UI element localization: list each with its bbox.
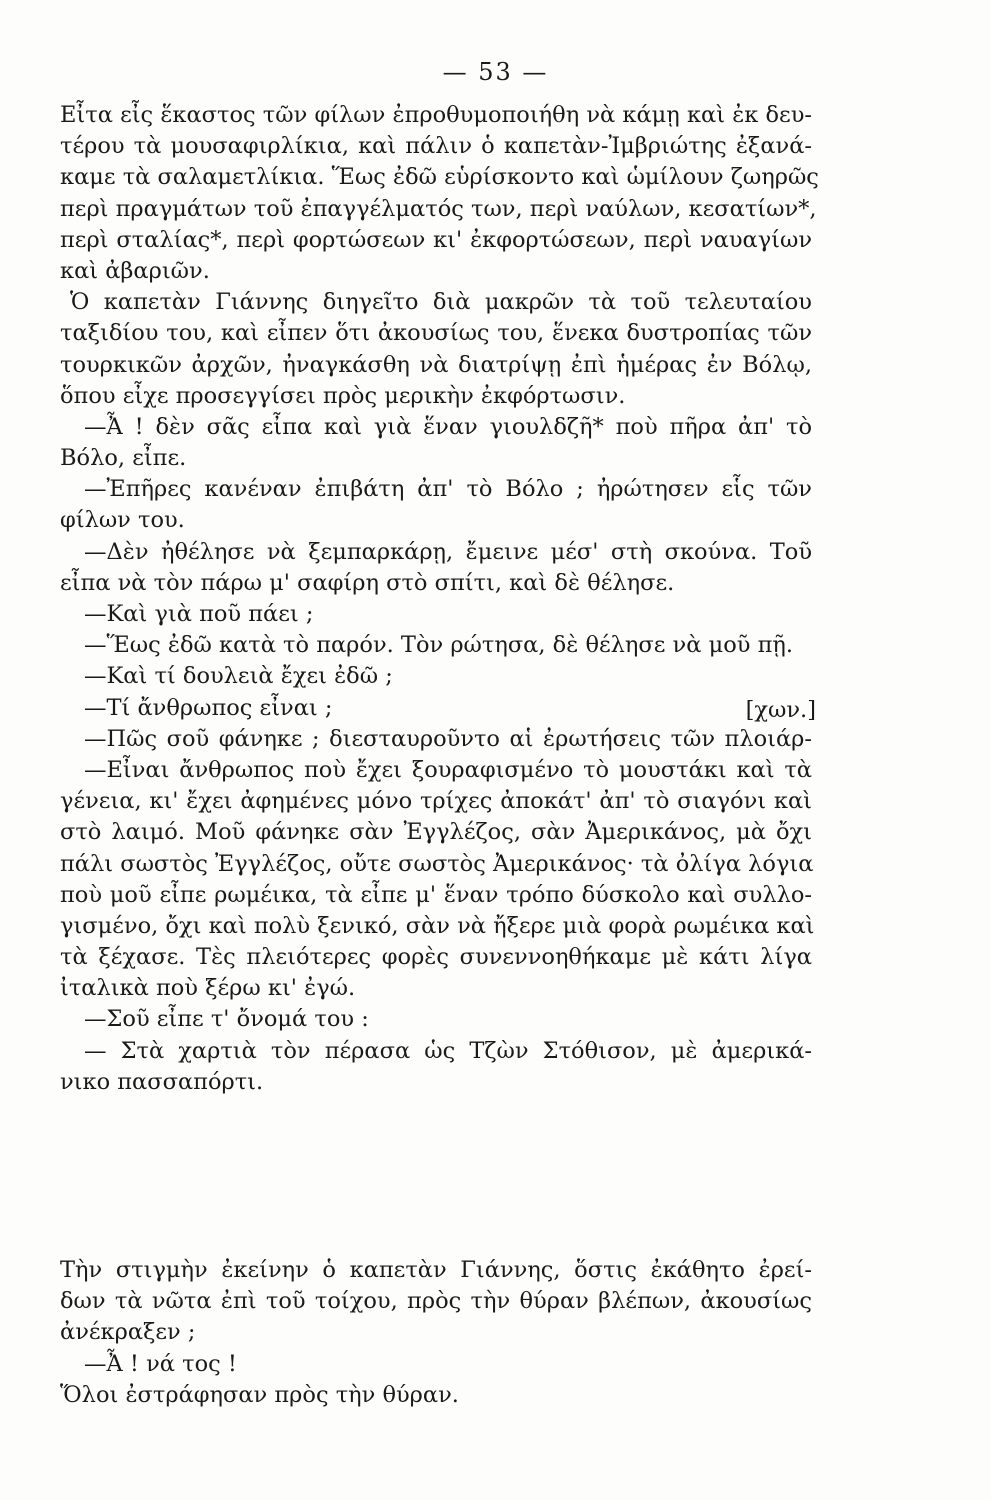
text-line: Βόλο, εἶπε. — [60, 445, 187, 472]
text-line: δων τὰ νῶτα ἐπὶ τοῦ τοίχου, πρὸς τὴν θύραν βλέπων, ἀκουσίως — [60, 1288, 812, 1315]
text-line: φίλων του. — [60, 507, 185, 534]
text-line: ταξιδίου του, καὶ εἶπεν ὅτι ἀκουσίως του, ἕνεκα δυστροπίας τῶν — [60, 320, 812, 347]
dialog-line: —Ἐπῆρες κανέναν ἐπιβάτη ἀπ' τὸ Βόλο ; ἠρώτησεν εἷς τῶν — [84, 476, 812, 503]
dialog-line: —Καὶ γιὰ ποῦ πάει ; — [84, 601, 314, 627]
text-line: στὸ λαιμό. Μοῦ φάνηκε σὰν Ἐγγλέζος, σὰν Ἀμερικάνος, μὰ ὄχι — [60, 819, 812, 846]
dialog-line: —Εἶναι ἄνθρωπος ποὺ ἔχει ξουραφισμένο τὸ μουστάκι καὶ τὰ — [84, 756, 812, 783]
text-line: Ὁ καπετὰν Γιάννης διηγεῖτο διὰ μακρῶν τὰ τοῦ τελευταίου — [70, 289, 812, 316]
dialog-line: —Τί ἄνθρωπος εἶναι ; [χων.] — [60, 693, 812, 724]
text-line: γένεια, κι' ἔχει ἀφημένες μόνο τρίχες ἀποκάτ' ἀπ' τὸ σιαγόνι καὶ — [60, 788, 812, 815]
text-line: Εἶτα εἶς ἕκαστος τῶν φίλων ἐπροθυμοποιήθη νὰ κάμῃ καὶ ἐκ δευ- — [60, 102, 812, 128]
text-line: τέρου τὰ μουσαφιρλίκια, καὶ πάλιν ὁ καπετὰν-Ἰμβριώτης ἐξανά- — [60, 133, 812, 160]
dialog-line: —Καὶ τί δουλειὰ ἔχει ἐδῶ ; — [84, 663, 393, 690]
text-line: ἰταλικὰ ποὺ ξέρω κι' ἐγώ. — [60, 975, 356, 1002]
dialog-line: —Πῶς σοῦ φάνηκε ; διεσταυροῦντο αἱ ἐρωτήσεις τῶν πλοιάρ- — [84, 725, 812, 752]
dialog-line: —Ἕως ἐδῶ κατὰ τὸ παρόν. Τὸν ρώτησα, δὲ θέλησε νὰ μοῦ πῇ. — [84, 632, 794, 659]
text-line: εἶπα νὰ τὸν πάρω μ' σαφίρη στὸ σπίτι, καὶ δὲ θέλησε. — [60, 569, 675, 596]
closing-text-block — [60, 1255, 812, 1411]
dialog-line: — Στὰ χαρτιὰ τὸν πέρασα ὡς Τζὼν Στόθισον, μὲ ἀμερικά- — [84, 1037, 812, 1064]
dialog-line: —Ἆ ! δὲν σᾶς εἶπα καὶ γιὰ ἕναν γιουλδζῆ* ποὺ πῆρα ἀπ' τὸ — [84, 413, 812, 440]
hyphen-continuation: [χων.] — [745, 696, 816, 723]
text-line: ποὺ μοῦ εἶπε ρωμέικα, τὰ εἶπε μ' ἕναν τρόπο δύσκολο καὶ συλλο- — [60, 881, 812, 908]
text-line: περὶ πραγμάτων τοῦ ἐπαγγέλματός των, περὶ ναύλων, κεσατίων*, — [60, 195, 817, 222]
text-line: ἀνέκραξεν ; — [60, 1319, 196, 1346]
main-text-block — [60, 100, 819, 1098]
text-line: τὰ ξέχασε. Τὲς πλειότερες φορὲς συνεννοηθήκαμε μὲ κάτι λίγα — [60, 944, 812, 971]
dialog-line: —Σοῦ εἶπε τ' ὄνομά του : — [84, 1006, 369, 1033]
dialog-line: —Ἆ ! νά τος ! — [84, 1350, 237, 1377]
text-line: καὶ ἀβαριῶν. — [60, 257, 210, 284]
text-line: γισμένο, ὄχι καὶ πολὺ ξενικό, σὰν νὰ ἤξερε μιὰ φορὰ ρωμέικα καὶ — [60, 912, 815, 939]
page-number: — 53 — — [442, 58, 549, 86]
text-line: περὶ σταλίας*, περὶ φορτώσεων κι' ἐκφορτώσεων, περὶ ναυαγίων — [60, 226, 812, 253]
dialog-line: —Δὲν ἠθέλησε νὰ ξεμπαρκάρῃ, ἔμεινε μέσ' στὴ σκούνα. Τοῦ — [84, 538, 812, 565]
text-line: νικο πασσαπόρτι. — [60, 1068, 264, 1095]
text-line: Τὴν στιγμὴν ἐκείνην ὁ καπετὰν Γιάννης, ὅστις ἐκάθητο ἐρεί- — [60, 1257, 812, 1283]
text-line: τουρκικῶν ἀρχῶν, ἠναγκάσθη νὰ διατρίψῃ ἐπὶ ἡμέρας ἐν Βόλῳ, — [60, 351, 812, 378]
text-line: πάλι σωστὸς Ἐγγλέζος, οὔτε σωστὸς Ἀμερικάνος· τὰ ὀλίγα λόγια — [60, 850, 814, 877]
text-line: καμε τὰ σαλαμετλίκια. Ἕως ἐδῶ εὑρίσκοντο καὶ ὡμίλουν ζωηρῶς — [60, 164, 819, 191]
text-line: ὅπου εἶχε προσεγγίσει πρὸς μερικὴν ἐκφόρτωσιν. — [60, 382, 626, 409]
text-line: Ὅλοι ἐστράφησαν πρὸς τὴν θύραν. — [60, 1381, 459, 1408]
